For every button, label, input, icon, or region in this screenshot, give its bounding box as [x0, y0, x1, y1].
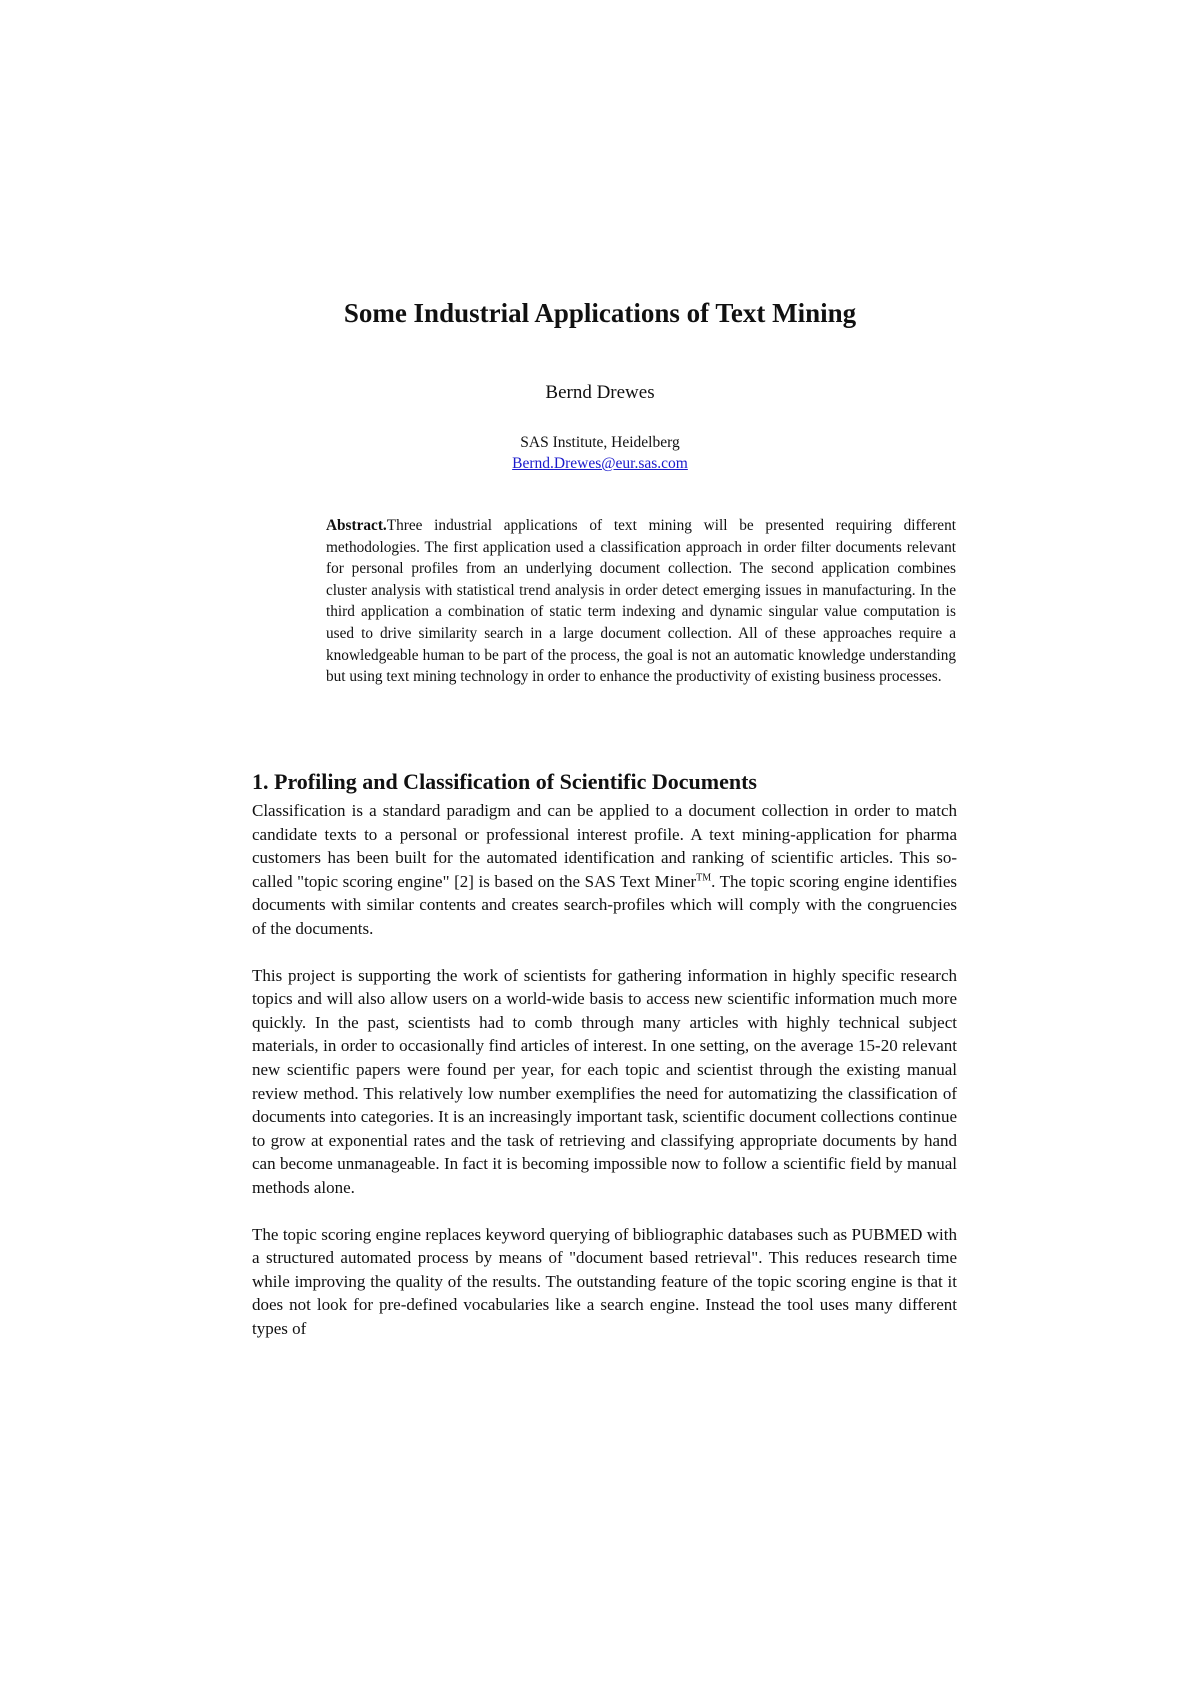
author-name: Bernd Drewes — [545, 382, 655, 403]
abstract-label: Abstract. — [326, 517, 387, 534]
paper-title: Some Industrial Applications of Text Mining — [343, 298, 857, 328]
section-heading: 1. Profiling and Classification of Scientific Documents — [252, 769, 757, 794]
abstract — [326, 515, 956, 688]
section-paragraph — [252, 799, 957, 941]
abstract-text: Three industrial applications of text mining will be presented requiring different methodologies. The first application used a classification approach in order filter documents relevant for personal profiles from an underlying document collection. The second application combines cluster analysis with statistical trend analysis in order detect emerging issues in manufacturing. In the third application a combination of static term indexing and dynamic singular value computation is used to drive similarity search in a large document collection. All of these approaches require a knowledgeable human to be part of the process, the goal is not an automatic knowledge understanding but using text mining technology in order to enhance the productivity of existing business processes. — [326, 517, 956, 686]
paragraph-text: Classification is a standard paradigm and can be applied to a document collection in order to match candidate texts to a personal or professional interest profile. A text mining-application for pharma customers has been built for the automated identification and ranking of scientific articles. This so-called "topic scoring engine" [2] is based on the SAS Text Miner — [252, 801, 957, 891]
trademark-mark: TM — [696, 872, 712, 884]
section-paragraph: This project is supporting the work of scientists for gathering information in highly specific research topics and will also allow users on a world-wide basis to access new scientific information much more quickly. In the past, scientists had to comb through many articles with highly technical subject materials, in order to occasionally find articles of interest. In one setting, on the average 15-20 relevant new scientific papers were found per year, for each topic and scientist through the existing manual review method. This relatively low number exemplifies the need for automatizing the classification of documents into categories. It is an increasingly important task, scientific document collections continue to grow at exponential rates and the task of retrieving and classifying appropriate documents by hand can become unmanageable. In fact it is becoming impossible now to follow a scientific field by manual methods alone. — [252, 965, 957, 1197]
section-paragraph: The topic scoring engine replaces keyword querying of bibliographic databases such as PUBMED with a structured automated process by means of "document based retrieval". This reduces research time while improving the quality of the results. The outstanding feature of the topic scoring engine is that it does not look for pre-defined vocabularies like a search engine. Instead the tool uses many different types of — [252, 1224, 957, 1338]
section-1 — [252, 768, 957, 1363]
affiliation: SAS Institute, Heidelberg — [520, 434, 680, 451]
paragraph-text: . The topic scoring engine identifies documents with similar contents and creates search-profiles which will comply with the congruencies of the documents. — [252, 871, 958, 938]
email-link[interactable]: Bernd.Drewes@eur.sas.com — [512, 455, 688, 472]
author-affiliation-block — [0, 432, 1200, 474]
